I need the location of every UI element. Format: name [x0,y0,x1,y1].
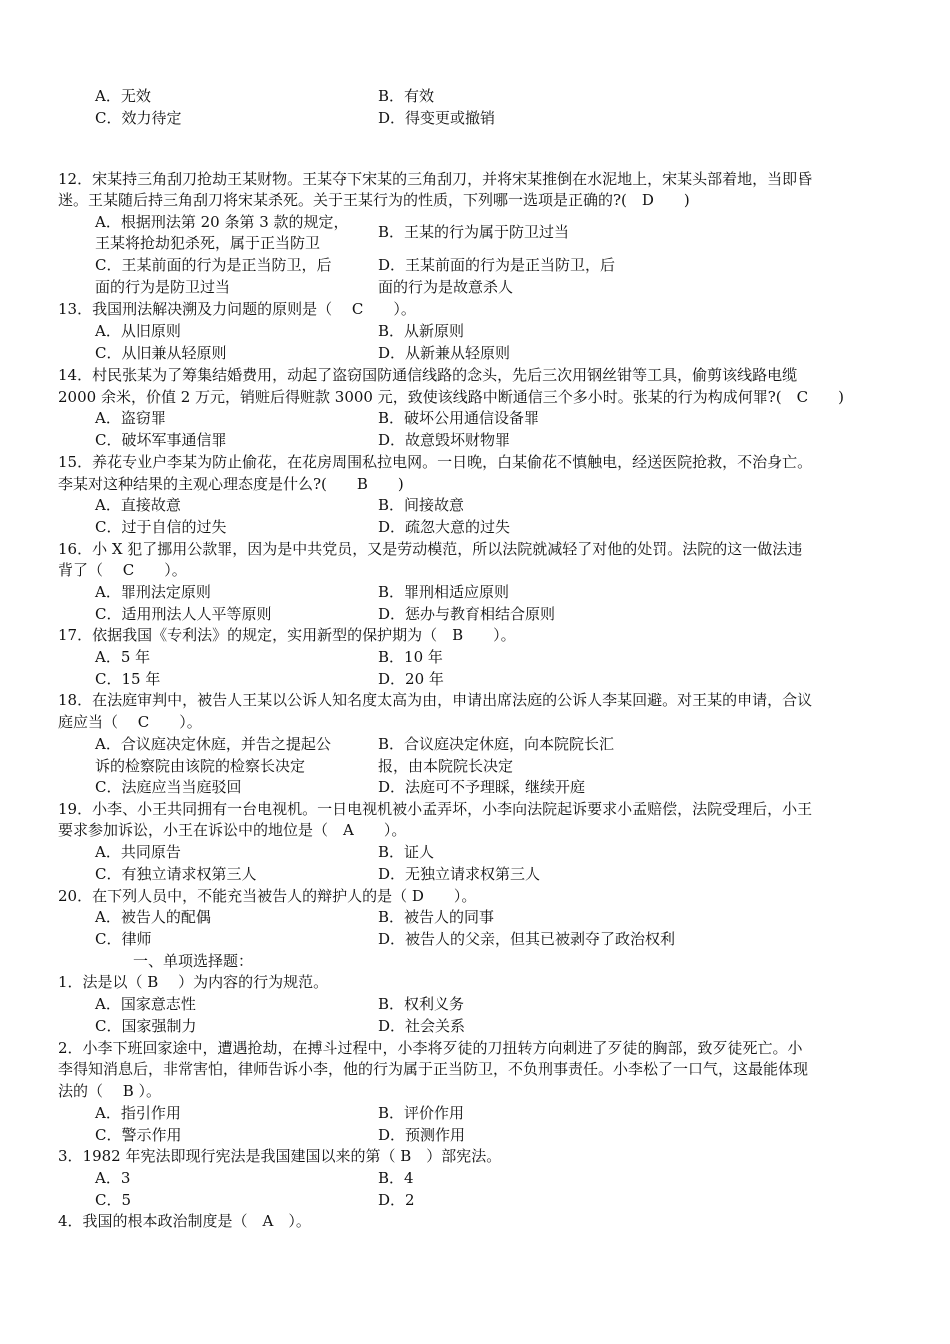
q20-option-c: C．律师 [95,930,152,948]
q11-option-a: A．无效 [95,87,151,105]
q20-option-a: A．被告人的配偶 [95,908,211,926]
q17-option-b: B．10 年 [378,648,443,666]
q18-option-b-line1: B．合议庭决定休庭，向本院院长汇 [378,735,615,753]
q12-stem-line1: 12．宋某持三角刮刀抢劫王某财物。王某夺下宋某的三角刮刀，并将宋某推倒在水泥地上，宋某头部着地，当即昏 [58,170,813,188]
q17-option-c: C．15 年 [95,670,161,688]
q20-option-b: B．被告人的同事 [378,908,495,926]
q15-option-a: A．直接故意 [95,496,181,514]
q12-option-a-line2: 王某将抢劫犯杀死，属于正当防卫 [95,234,321,252]
q18-option-a-line2: 诉的检察院由该院的检察长决定 [95,757,306,775]
p1-option-d: D．社会关系 [378,1017,466,1035]
q18-option-d: D．法庭可不予理睬，继续开庭 [378,778,586,796]
q14-option-c: C．破坏军事通信罪 [95,431,227,449]
p3-option-a: A．3 [95,1169,131,1187]
p2-stem-line1: 2．小李下班回家途中，遭遇抢劫，在搏斗过程中，小李将歹徒的刀扭转方向刺进了歹徒的胸部，致歹徒死亡。小 [58,1039,803,1057]
q11-option-b: B．有效 [378,87,435,105]
p3-option-b: B．4 [378,1169,414,1187]
p4-stem: 4．我国的根本政治制度是（ A ）。 [58,1212,311,1230]
q12-option-d-line1: D．王某前面的行为是正当防卫，后 [378,256,616,274]
p1-option-b: B．权利义务 [378,995,465,1013]
q18-stem-line2: 庭应当（ C ）。 [58,713,202,731]
q15-option-b: B．间接故意 [378,496,465,514]
q16-option-d: D．惩办与教育相结合原则 [378,605,556,623]
q12-stem-line2: 迷。王某随后持三角刮刀将宋某杀死。关于王某行为的性质，下列哪一选项是正确的?( D ) [58,191,690,209]
q19-option-b: B．证人 [378,843,435,861]
q12-option-a-line1: A．根据刑法第 20 条第 3 款的规定， [95,213,349,231]
p2-option-d: D．预测作用 [378,1126,466,1144]
q16-option-a: A．罪刑法定原则 [95,583,211,601]
q12-option-b: B．王某的行为属于防卫过当 [378,223,570,241]
q17-option-d: D．20 年 [378,670,444,688]
q17-option-a: A．5 年 [95,648,151,666]
q18-option-b-line2: 报，由本院院长决定 [378,757,514,775]
q14-stem-line1: 14．村民张某为了筹集结婚费用，动起了盗窃国防通信线路的念头，先后三次用钢丝钳等工具，偷剪该线路电缆 [58,366,798,384]
q16-stem-line2: 背了（ C ）。 [58,561,187,579]
q12-option-c-line2: 面的行为是防卫过当 [95,278,231,296]
q14-option-b: B．破坏公用通信设备罪 [378,409,540,427]
q16-option-c: C．适用刑法人人平等原则 [95,605,272,623]
q13-option-d: D．从新兼从轻原则 [378,344,511,362]
q13-stem: 13．我国刑法解决溯及力问题的原则是（ C ）。 [58,300,416,318]
section-heading: 一、单项选择题： [133,952,254,970]
q11-option-c: C．效力待定 [95,109,182,127]
p2-option-a: A．指引作用 [95,1104,181,1122]
q14-option-a: A．盗窃罪 [95,409,166,427]
q16-stem-line1: 16．小 X 犯了挪用公款罪，因为是中共党员，又是劳动模范，所以法院就减轻了对他的处罚。法院的这一做法违 [58,540,803,558]
p1-option-c: C．国家强制力 [95,1017,197,1035]
p2-option-c: C．警示作用 [95,1126,182,1144]
q14-stem-line2: 2000 余米，价值 2 万元，销赃后得赃款 3000 元，致使该线路中断通信三个多小时。张某的行为构成何罪?( C ) [58,388,844,406]
q15-stem-line2: 李某对这种结果的主观心理态度是什么?( B ) [58,475,404,493]
q16-option-b: B．罪刑相适应原则 [378,583,510,601]
p1-stem: 1．法是以（ B ）为内容的行为规范。 [58,973,329,991]
q12-option-d-line2: 面的行为是故意杀人 [378,278,514,296]
p1-option-a: A．国家意志性 [95,995,196,1013]
p3-option-d: D．2 [378,1191,415,1209]
q13-option-b: B．从新原则 [378,322,465,340]
q13-option-c: C．从旧兼从轻原则 [95,344,227,362]
p3-option-c: C．5 [95,1191,132,1209]
q19-option-a: A．共同原告 [95,843,181,861]
p2-option-b: B．评价作用 [378,1104,465,1122]
q18-stem-line1: 18．在法庭审判中，被告人王某以公诉人知名度太高为由，申请出席法庭的公诉人李某回避。对王某的申请，合议 [58,691,813,709]
q12-option-c-line1: C．王某前面的行为是正当防卫，后 [95,256,332,274]
p2-stem-line2: 李得知消息后，非常害怕，律师告诉小李，他的行为属于正当防卫，不负刑事责任。小李松了一口气，这最能体现 [58,1060,809,1078]
q11-option-d: D．得变更或撤销 [378,109,496,127]
q19-stem-line2: 要求参加诉讼，小王在诉讼中的地位是（ A ）。 [58,821,407,839]
q13-option-a: A．从旧原则 [95,322,181,340]
p2-stem-line3: 法的（ B ）。 [58,1082,162,1100]
q15-option-c: C．过于自信的过失 [95,518,227,536]
q20-stem: 20．在下列人员中，不能充当被告人的辩护人的是（ D ）。 [58,887,477,905]
q18-option-a-line1: A．合议庭决定休庭，并告之提起公 [95,735,331,753]
q15-stem-line1: 15．养花专业户李某为防止偷花，在花房周围私拉电网。一日晚，白某偷花不慎触电，经送医院抢救，不治身亡。 [58,453,813,471]
q19-option-d: D．无独立请求权第三人 [378,865,541,883]
q17-stem: 17．依据我国《专利法》的规定，实用新型的保护期为（ B ）。 [58,626,516,644]
q19-stem-line1: 19．小李、小王共同拥有一台电视机。一日电视机被小孟弄坏，小李向法院起诉要求小孟赔偿，法院受理后，小王 [58,800,813,818]
q18-option-c: C．法庭应当当庭驳回 [95,778,242,796]
q14-option-d: D．故意毁坏财物罪 [378,431,511,449]
q20-option-d: D．被告人的父亲，但其已被剥夺了政治权利 [378,930,676,948]
p3-stem: 3．1982 年宪法即现行宪法是我国建国以来的第（ B ）部宪法。 [58,1147,502,1165]
q15-option-d: D．疏忽大意的过失 [378,518,511,536]
q19-option-c: C．有独立请求权第三人 [95,865,257,883]
